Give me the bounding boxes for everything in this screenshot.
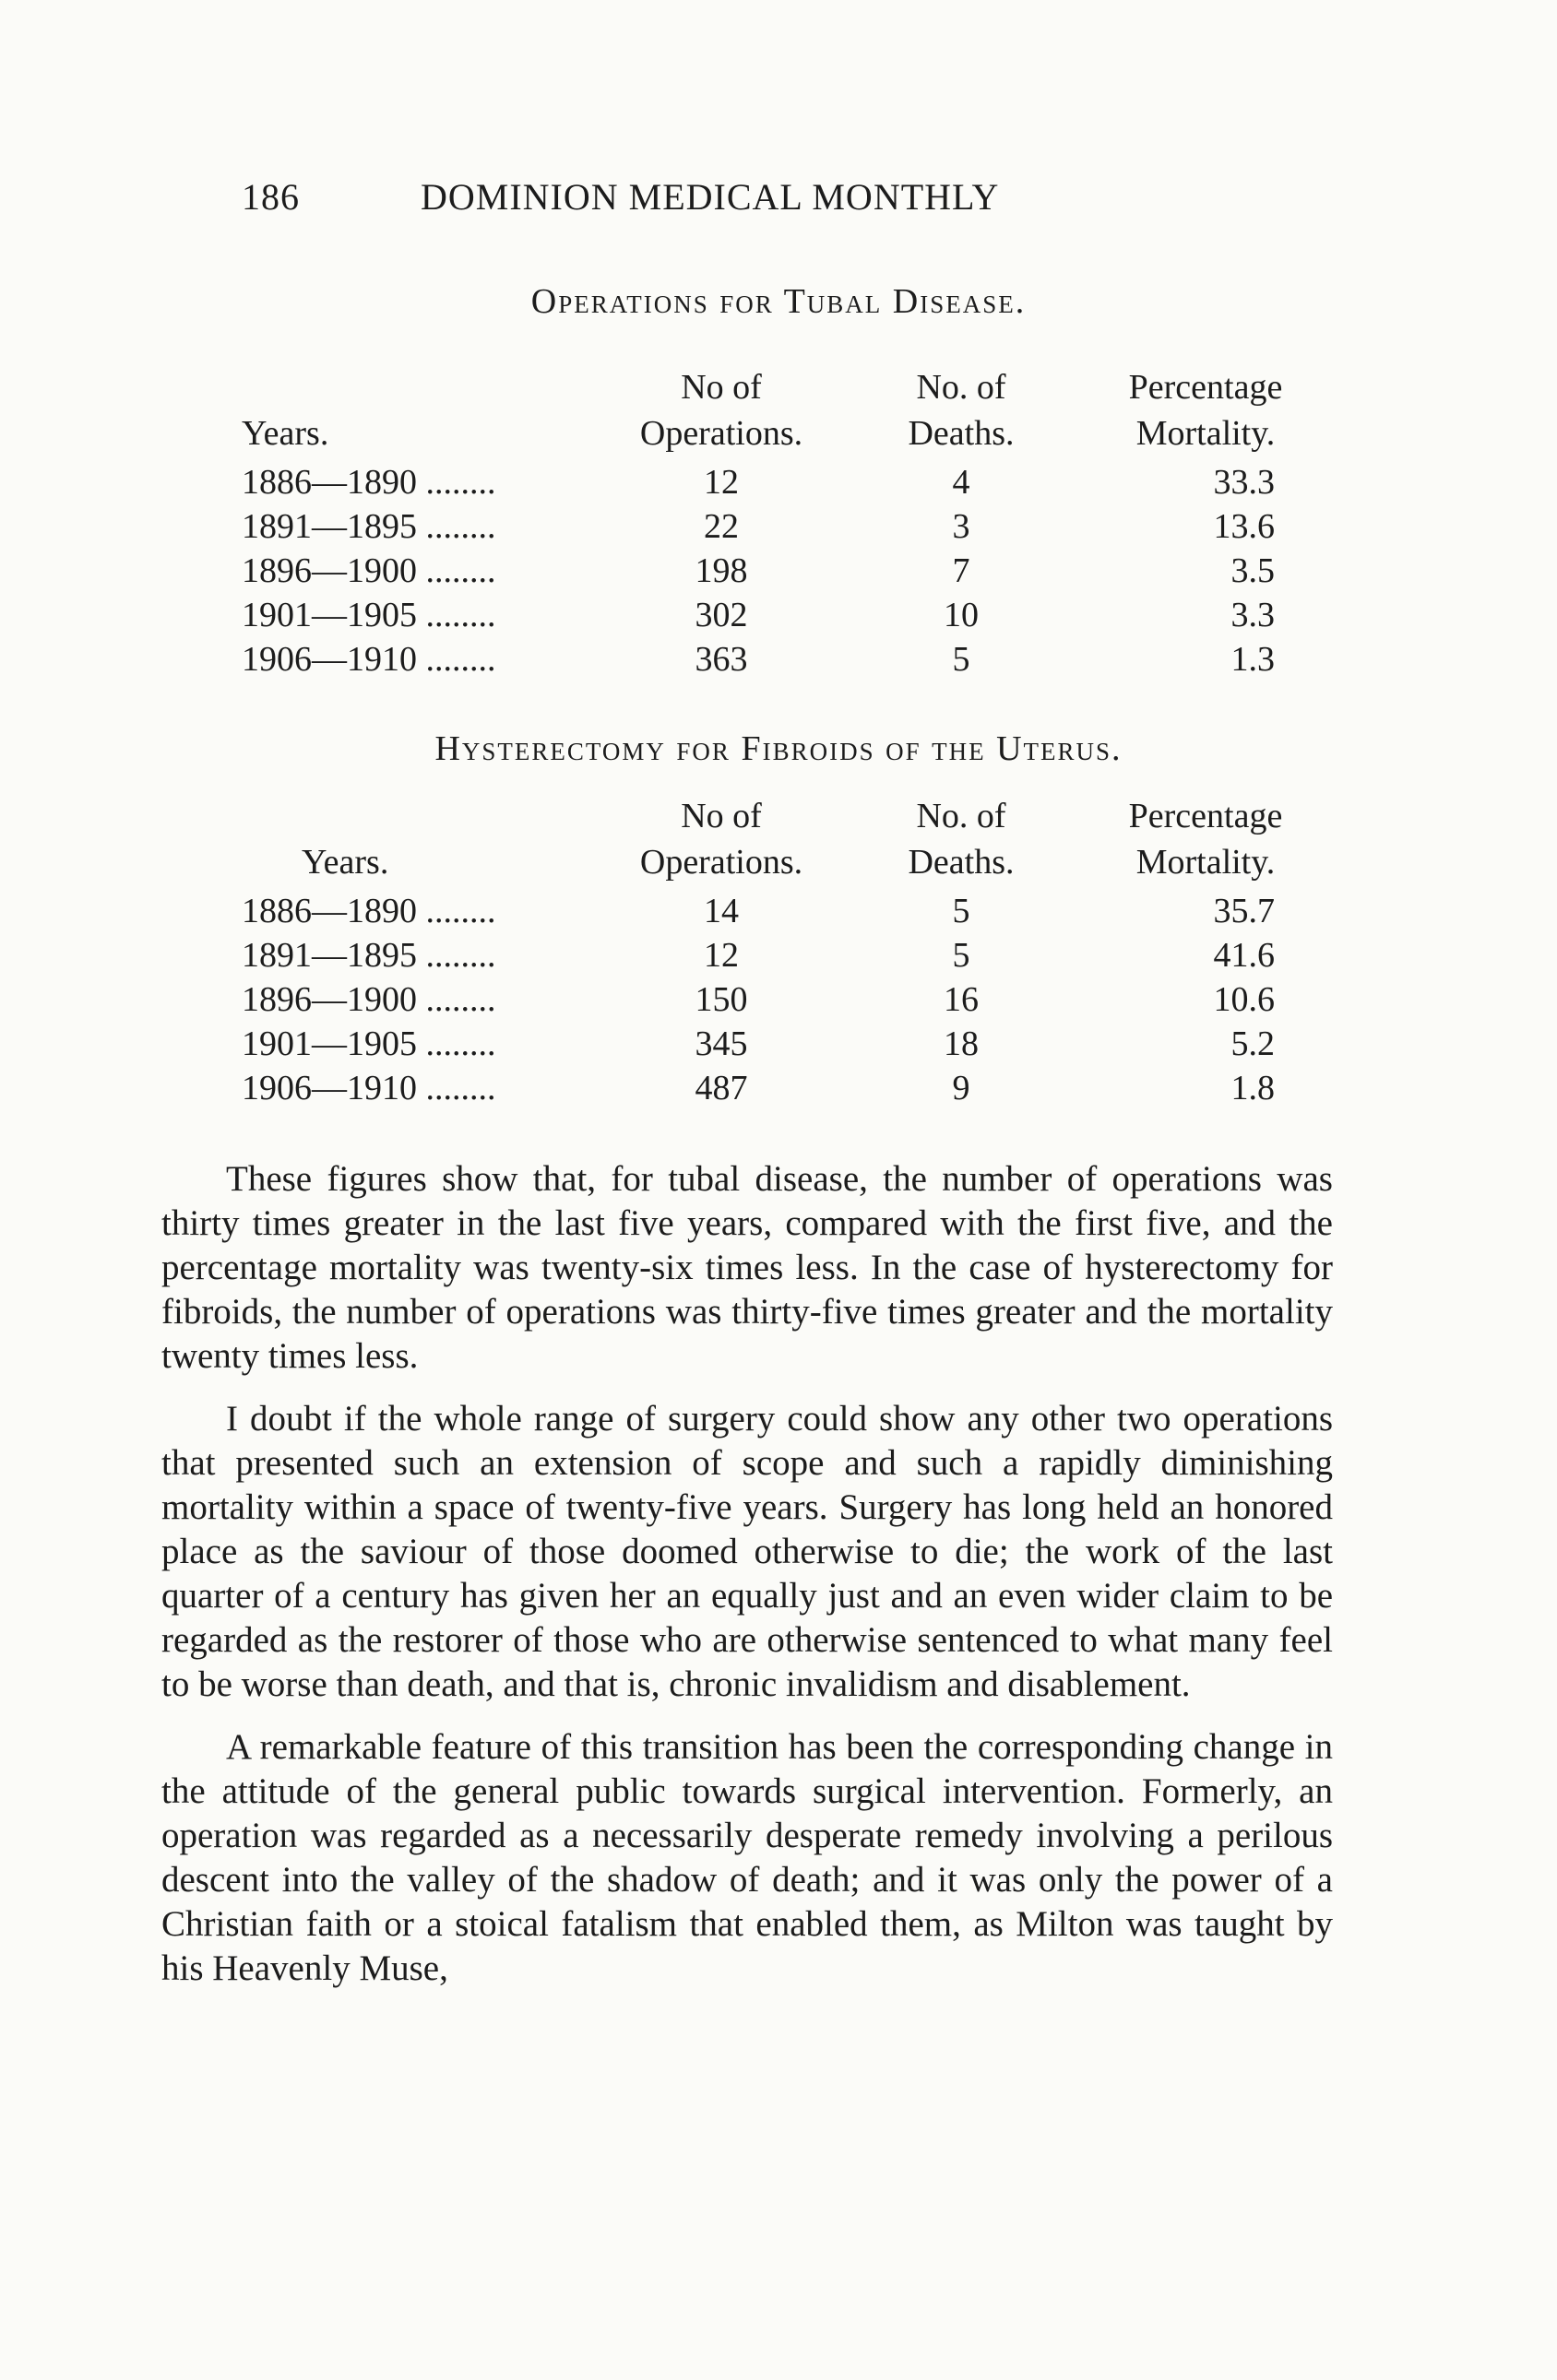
cell-operations: 345 [695, 1024, 748, 1063]
cell-deaths: 16 [944, 980, 979, 1019]
table-row [242, 1066, 1330, 1110]
header-percentage-2: Mortality. [1135, 843, 1276, 882]
cell-years: 1891—1895 ........ [242, 507, 496, 546]
cell-operations: 150 [695, 980, 748, 1019]
cell-years: 1906—1910 ........ [242, 1069, 496, 1107]
cell-years: 1901—1905 ........ [242, 596, 496, 634]
header-operations-1: No of [681, 797, 762, 835]
cell-mortality: 3.5 [1230, 551, 1275, 590]
cell-mortality: 5.2 [1230, 1024, 1275, 1063]
header-deaths-2: Deaths. [908, 843, 1015, 882]
cell-operations: 12 [704, 463, 739, 502]
table-title-tubal: Operations for Tubal Disease. [530, 282, 1027, 321]
paragraph: I doubt if the whole range of surgery could show any other two operations that presented such an extension of scope and such a rapidly diminishing mortality within a space of twenty-five years. Surgery has long held an honored place as the saviour of those doomed otherwise to die; the work of the last quarter of a century has given her an equally just and an even wider claim to be regarded as the restorer of those who are otherwise sentenced to what many feel to be worse than death, and that is, chronic invalidism and disablement. [161, 1399, 1333, 1704]
cell-operations: 487 [695, 1069, 748, 1107]
cell-years: 1891—1895 ........ [242, 936, 496, 975]
table-row [242, 977, 1330, 1022]
cell-mortality: 35.7 [1213, 892, 1275, 930]
cell-years: 1896—1900 ........ [242, 980, 496, 1019]
cell-years: 1906—1910 ........ [242, 640, 496, 679]
cell-mortality: 33.3 [1213, 463, 1275, 502]
table-row [242, 460, 1330, 504]
header-operations-2: Operations. [639, 414, 803, 453]
cell-deaths: 9 [952, 1069, 970, 1107]
header-years: Years. [302, 843, 389, 882]
cell-deaths: 5 [952, 640, 970, 679]
header-percentage-2: Mortality. [1135, 414, 1276, 453]
table-title-fibroids: Hysterectomy for Fibroids of the Uterus. [434, 729, 1123, 768]
cell-operations: 198 [695, 551, 748, 590]
table-row [242, 549, 1330, 593]
cell-years: 1896—1900 ........ [242, 551, 496, 590]
cell-mortality: 3.3 [1230, 596, 1275, 634]
cell-deaths: 7 [952, 551, 970, 590]
cell-mortality: 13.6 [1213, 507, 1275, 546]
table-row [242, 504, 1330, 549]
table-header [242, 364, 1330, 460]
cell-deaths: 5 [952, 936, 970, 975]
body-text [161, 1157, 1333, 2009]
table-row [242, 637, 1330, 681]
cell-operations: 22 [704, 507, 739, 546]
header-deaths-1: No. of [916, 797, 1006, 835]
cell-deaths: 18 [944, 1024, 979, 1063]
cell-mortality: 10.6 [1213, 980, 1275, 1019]
running-head [242, 175, 999, 219]
header-operations-1: No of [681, 368, 762, 407]
cell-years: 1886—1890 ........ [242, 463, 496, 502]
cell-operations: 363 [695, 640, 748, 679]
cell-deaths: 5 [952, 892, 970, 930]
table-row [242, 1022, 1330, 1066]
journal-title: DOMINION MEDICAL MONTHLY [421, 176, 1000, 218]
cell-operations: 14 [704, 892, 739, 930]
header-deaths-1: No. of [916, 368, 1006, 407]
header-operations-2: Operations. [639, 843, 803, 882]
cell-operations: 302 [695, 596, 748, 634]
table-hysterectomy-fibroids [242, 793, 1330, 1110]
table-header [242, 793, 1330, 889]
paragraph: A remarkable feature of this transition has been the corresponding change in the attitude of the general public towards surgical intervention. Formerly, an operation was regarded as a necessarily desperate remedy involving a perilous descent into the valley of the shadow of death; and it was only the power of a Christian faith or a stoical fatalism that enabled them, as Milton was taught by his Heavenly Muse, [161, 1727, 1333, 1988]
cell-years: 1886—1890 ........ [242, 892, 496, 930]
cell-mortality: 41.6 [1213, 936, 1275, 975]
cell-years: 1901—1905 ........ [242, 1024, 496, 1063]
cell-mortality: 1.8 [1230, 1069, 1275, 1107]
page-number: 186 [242, 176, 300, 218]
cell-deaths: 4 [952, 463, 970, 502]
table-tubal-disease [242, 364, 1330, 681]
cell-deaths: 10 [944, 596, 979, 634]
cell-mortality: 1.3 [1230, 640, 1275, 679]
header-percentage-1: Percentage [1128, 368, 1283, 407]
header-percentage-1: Percentage [1128, 797, 1283, 835]
header-years: Years. [242, 414, 329, 453]
paragraph: These figures show that, for tubal disease, the number of operations was thirty times greater in the last five years, compared with the first five, and the percentage mortality was twenty-six times less. In the case of hysterectomy for fibroids, the number of operations was thirty-five times greater and the mortality twenty times less. [161, 1159, 1333, 1376]
table-row [242, 593, 1330, 637]
cell-deaths: 3 [952, 507, 970, 546]
table-row [242, 933, 1330, 977]
table-row [242, 889, 1330, 933]
header-deaths-2: Deaths. [908, 414, 1015, 453]
cell-operations: 12 [704, 936, 739, 975]
